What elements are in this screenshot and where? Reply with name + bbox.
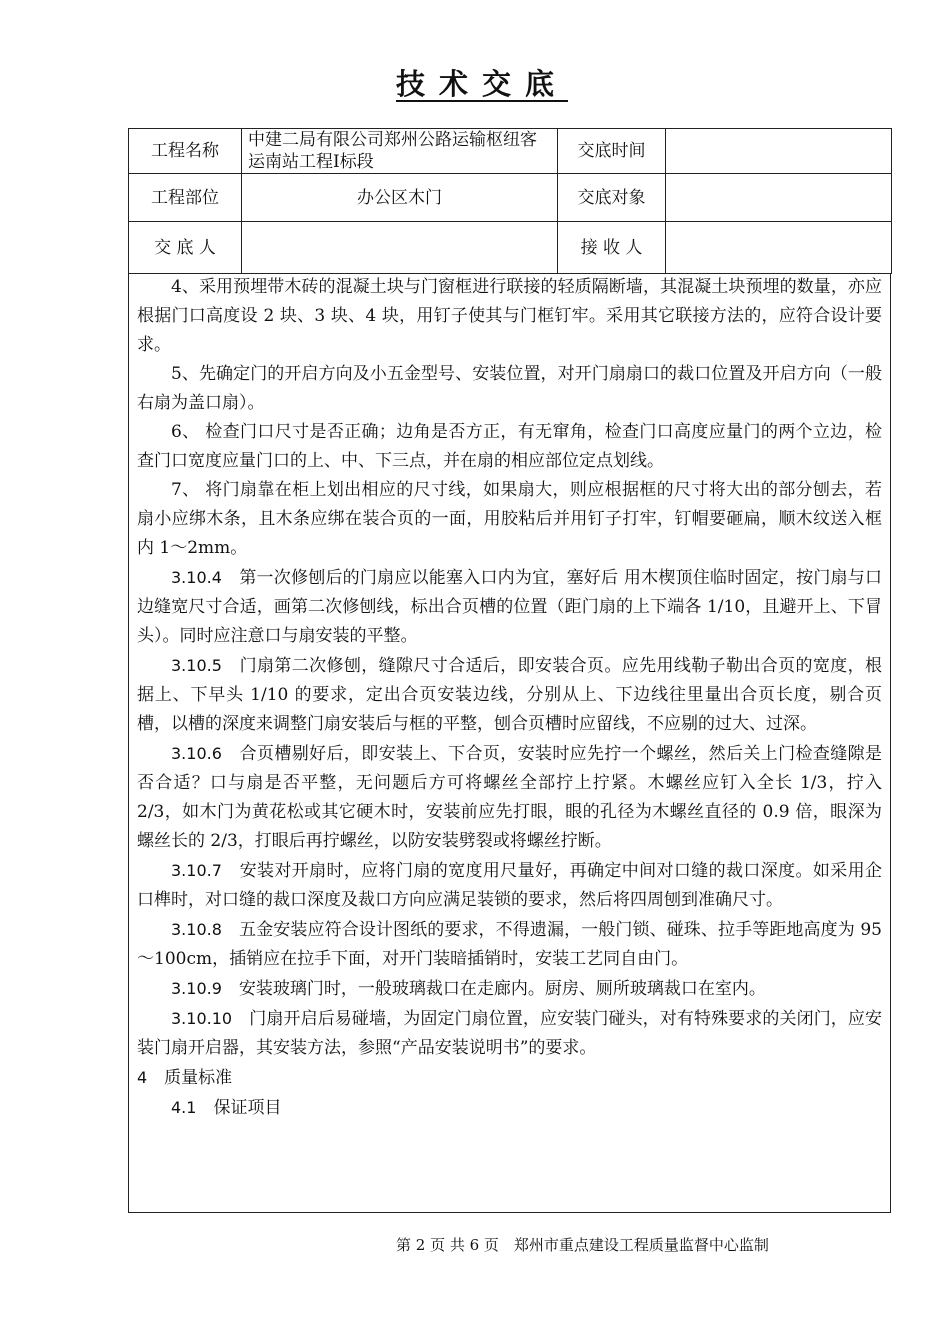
document-title: 技术交底 <box>395 67 568 101</box>
section-number: 3.10.5 <box>171 656 222 675</box>
section-3-10-6 <box>137 739 882 856</box>
paragraph-6: 6、 检查门口尺寸是否正确；边角是否方正，有无窜角，检查门口高度应量门的两个立边，检查门口宽度应量门口的上、中、下三点，并在扇的相应部位定点划线。 <box>137 422 882 471</box>
section-text: 门扇第二次修刨，缝隙尺寸合适后，即安装合页。应先用线勒子勒出合页的宽度，根据上、下早头 1/10 的要求，定出合页安装边线，分别从上、下边线往里量出合页长度，剔合页槽，以槽的深度来调整门扇安装后与框的平整，刨合页槽时应留线，不应剔的过大、过深。 <box>137 656 882 734</box>
person-value <box>242 222 558 274</box>
section-3-10-7 <box>137 856 882 915</box>
section-text: 合页槽剔好后，即安装上、下合页，安装时应先拧一个螺丝，然后关上门检查缝隙是否合适？口与扇是否平整，无问题后方可将螺丝全部拧上拧紧。木螺丝应钉入全长 1/3，拧入 2/3，如木门为黄花松或其它硬木时，安装前应先打眼，眼的孔径为木螺丝直径的 0.9 倍，眼深为螺丝长的 2/3，打眼后再拧螺丝，以防安装劈裂或将螺丝拧断。 <box>137 744 882 851</box>
location-value: 办公区木门 <box>242 174 558 222</box>
section-3-10-10 <box>137 1004 882 1063</box>
paragraph-5: 5、先确定门的开启方向及小五金型号、安装位置，对开门扇扇口的裁口位置及开启方向（一般右扇为盖口扇）。 <box>137 364 882 413</box>
project-name-value: 中建二局有限公司郑州公路运输枢纽客运南站工程Ⅰ标段 <box>242 129 558 174</box>
section-3-10-8 <box>137 915 882 974</box>
section-text: 安装对开扇时，应将门扇的宽度用尺量好，再确定中间对口缝的裁口深度。如采用企口榫时，对口缝的裁口深度及裁口方向应满足装锁的要求，然后将四周刨到准确尺寸。 <box>137 861 882 910</box>
section-number: 3.10.4 <box>171 568 222 587</box>
section-4-1 <box>137 1093 882 1123</box>
section-text: 门扇开启后易碰墙，为固定门扇位置，应安装门碰头，对有特殊要求的关闭门，应安装门扇开启器，其安装方法，参照“产品安装说明书”的要求。 <box>137 1009 882 1058</box>
project-name-label: 工程名称 <box>129 129 242 174</box>
section-3-10-9 <box>137 974 882 1004</box>
section-text: 安装玻璃门时，一般玻璃裁口在走廊内。厨房、厕所玻璃裁口在室内。 <box>221 979 766 999</box>
header-table <box>128 128 892 274</box>
section-number: 3.10.9 <box>171 979 222 998</box>
target-value <box>666 174 892 222</box>
person-label: 交 底 人 <box>129 222 242 274</box>
section-number: 3.10.7 <box>171 861 222 880</box>
receiver-value <box>666 222 892 274</box>
section-4-heading <box>137 1063 882 1093</box>
section-text: 第一次修刨后的门扇应以能塞入口内为宜，塞好后 用木楔顶住临时固定，按门扇与口边缝宽尺寸合适，画第二次修刨线，标出合页槽的位置（距门扇的上下端各 1/10，且避开上、下冒头）。同时应注意口与扇安装的平整。 <box>137 568 882 646</box>
section-number: 3.10.8 <box>171 920 222 939</box>
page-footer: 第 2 页 共 6 页 郑州市重点建设工程质量监督中心监制 <box>396 1236 769 1254</box>
section-number: 4 <box>137 1068 148 1087</box>
paragraph-7: 7、 将门扇靠在柜上划出相应的尺寸线，如果扇大，则应根据框的尺寸将大出的部分刨去，若扇小应绑木条，且木条应绑在装合页的一面，用胶粘后并用钉子打牢，钉帽要砸扁，顺木纹送入框内 1～2mm。 <box>137 480 882 558</box>
receiver-label: 接 收 人 <box>558 222 666 274</box>
content-box <box>128 273 891 1213</box>
content-text <box>129 273 890 1123</box>
paragraph-4: 4、采用预埋带木砖的混凝土块与门窗框进行联接的轻质隔断墙，其混凝土块预埋的数量，亦应根据门口高度设 2 块、3 块、4 块，用钉子使其与门框钉牢。采用其它联接方法的，应符合设计要求。 <box>137 277 882 355</box>
section-text: 质量标准 <box>147 1068 233 1088</box>
section-number: 4.1 <box>171 1098 197 1117</box>
section-text: 五金安装应符合设计图纸的要求，不得遗漏，一般门锁、碰珠、拉手等距地高度为 95～100cm，插销应在拉手下面，对开门装暗插销时，安装工艺同自由门。 <box>137 920 882 969</box>
section-3-10-5 <box>137 651 882 739</box>
section-3-10-4 <box>137 563 882 651</box>
section-number: 3.10.10 <box>171 1009 233 1028</box>
target-label: 交底对象 <box>558 174 666 222</box>
date-label: 交底时间 <box>558 129 666 174</box>
section-number: 3.10.6 <box>171 744 222 763</box>
location-label: 工程部位 <box>129 174 242 222</box>
date-value <box>666 129 892 174</box>
section-text: 保证项目 <box>196 1098 282 1118</box>
